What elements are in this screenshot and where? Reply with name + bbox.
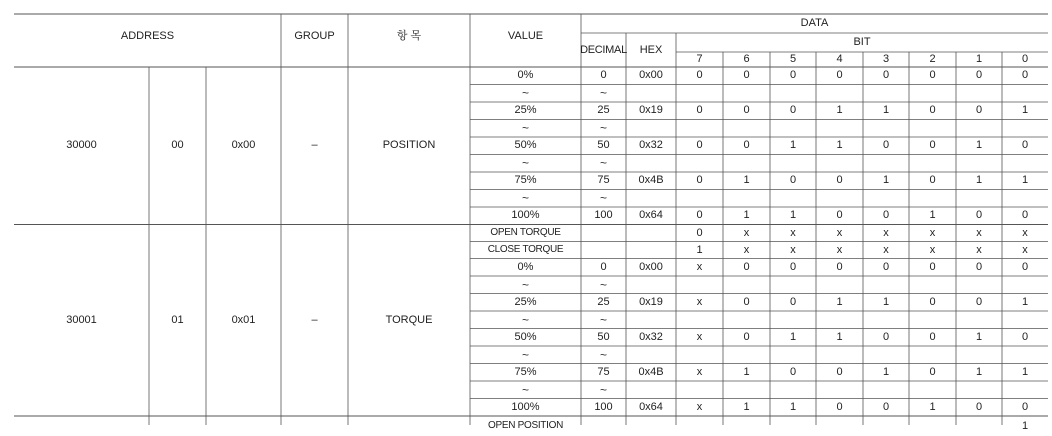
hex-address-cell: 0x00 — [231, 139, 256, 152]
decimal-cell: 0 — [600, 260, 607, 273]
header-bit-5: 5 — [789, 53, 797, 65]
hex-cell: 0x4B — [638, 365, 664, 378]
bit-cell — [1002, 346, 1048, 364]
value-cell: ~ — [521, 382, 529, 397]
address-cell: 30000 — [66, 139, 97, 152]
bit-cell — [863, 416, 909, 436]
value-cell: ~ — [521, 191, 529, 206]
bit-cell — [676, 381, 723, 399]
bit-cell: x — [696, 400, 703, 413]
bit-cell — [863, 311, 909, 329]
value-cell: 0% — [517, 69, 534, 82]
bit-cell: x — [696, 365, 703, 378]
bit-cell — [909, 346, 956, 364]
bit-cell — [863, 381, 909, 399]
bit-cell: 1 — [743, 365, 750, 378]
bit-cell: 0 — [975, 260, 983, 273]
bit-cell — [863, 190, 909, 208]
decimal-cell: 25 — [597, 295, 610, 308]
bit-cell — [816, 85, 863, 103]
bit-cell: 0 — [975, 104, 983, 117]
bit-cell: 0 — [882, 209, 890, 222]
bit-cell — [723, 155, 770, 173]
bit-cell: 1 — [789, 330, 797, 343]
bit-cell: 0 — [929, 174, 936, 187]
bit-cell: 1 — [1021, 365, 1029, 378]
bit-cell — [770, 85, 816, 103]
bit-cell — [770, 120, 816, 138]
value-cell: 100% — [511, 209, 540, 222]
bit-cell: x — [836, 243, 843, 256]
bit-cell — [816, 416, 863, 436]
decimal-cell: 50 — [597, 139, 610, 152]
value-cell: ~ — [521, 86, 529, 101]
bit-cell — [676, 346, 723, 364]
bit-cell: 0 — [836, 69, 843, 82]
value-cell: 25% — [514, 104, 537, 117]
header-hex: HEX — [639, 43, 663, 56]
bit-cell — [816, 190, 863, 208]
bit-cell: 0 — [1021, 330, 1029, 343]
bit-cell — [770, 346, 816, 364]
header-bit-6: 6 — [743, 53, 750, 65]
bit-cell: x — [1022, 243, 1028, 256]
bit-cell — [1002, 120, 1048, 138]
bit-cell — [723, 120, 770, 138]
bit-cell: 0 — [1021, 260, 1029, 273]
decimal-cell: 50 — [597, 330, 610, 343]
bit-cell: 0 — [882, 330, 890, 343]
bit-cell — [770, 416, 816, 436]
bit-cell: x — [696, 330, 703, 343]
bit-cell: 1 — [975, 174, 983, 187]
decimal-cell: 75 — [597, 174, 610, 187]
bit-cell — [956, 85, 1002, 103]
bit-cell — [816, 381, 863, 399]
hex-cell — [626, 311, 676, 329]
hex-cell — [626, 242, 676, 259]
bit-cell: 0 — [836, 365, 843, 378]
item-cell: TORQUE — [385, 313, 433, 326]
bit-cell: 0 — [975, 209, 983, 222]
bit-cell: 0 — [789, 174, 797, 187]
decimal-cell: ~ — [599, 156, 607, 171]
bit-cell: 1 — [743, 174, 750, 187]
hex-cell — [626, 346, 676, 364]
hex-cell — [626, 225, 676, 242]
bit-cell: 1 — [696, 243, 703, 256]
header-bit: BIT — [853, 36, 871, 48]
bit-cell — [723, 346, 770, 364]
value-cell: 25% — [514, 295, 537, 308]
bit-cell: 0 — [836, 209, 843, 222]
value-cell: ~ — [521, 156, 529, 171]
hex-cell — [626, 276, 676, 294]
bit-cell — [676, 85, 723, 103]
bit-cell: 1 — [882, 295, 890, 308]
hex-cell: 0x19 — [639, 104, 663, 117]
hex-cell: 0x64 — [639, 209, 663, 222]
bit-cell — [723, 416, 770, 436]
bit-cell: x — [929, 226, 936, 239]
bit-cell — [770, 311, 816, 329]
bit-cell — [956, 155, 1002, 173]
bit-cell: 0 — [929, 330, 936, 343]
value-cell: 100% — [511, 400, 540, 413]
bit-cell: 0 — [743, 139, 750, 152]
hex-cell — [626, 190, 676, 208]
bit-cell: 1 — [975, 330, 983, 343]
bit-cell — [909, 190, 956, 208]
bit-cell: 0 — [1021, 139, 1029, 152]
bit-cell — [956, 311, 1002, 329]
decimal-cell: ~ — [599, 382, 607, 397]
bit-cell: 0 — [1021, 209, 1029, 222]
bit-cell: 0 — [836, 260, 843, 273]
bit-cell — [863, 120, 909, 138]
bit-cell — [676, 416, 723, 436]
bit-cell — [956, 346, 1002, 364]
bit-cell: x — [743, 226, 750, 239]
decimal-cell: 0 — [600, 69, 607, 82]
bit-cell — [676, 155, 723, 173]
hex-cell — [626, 381, 676, 399]
bit-cell — [770, 155, 816, 173]
bit-cell: 0 — [789, 104, 797, 117]
hex-cell: 0x19 — [639, 295, 663, 308]
value-cell: 50% — [514, 139, 537, 152]
bit-cell — [723, 85, 770, 103]
hex-cell: 0x32 — [639, 139, 663, 152]
header-decimal: DECIMAL — [580, 43, 627, 56]
decimal-cell: ~ — [599, 121, 607, 136]
bit-cell — [863, 276, 909, 294]
bit-cell: 0 — [789, 365, 797, 378]
bit-cell: 0 — [929, 295, 936, 308]
bit-cell: 1 — [836, 330, 843, 343]
bit-cell — [676, 190, 723, 208]
bit-cell: 0 — [836, 400, 843, 413]
header-bit-2: 2 — [929, 53, 936, 65]
bit-cell: 0 — [696, 209, 703, 222]
bit-cell — [676, 120, 723, 138]
hex-cell: 0x32 — [639, 330, 663, 343]
bit-cell: 0 — [696, 139, 703, 152]
bit-cell: 0 — [929, 104, 936, 117]
hex-cell: 0x4B — [638, 174, 664, 187]
header-data: DATA — [800, 17, 829, 29]
decimal-cell: ~ — [599, 277, 607, 292]
value-cell: 75% — [514, 174, 537, 187]
bit-cell: 0 — [882, 69, 890, 82]
bit-cell — [863, 85, 909, 103]
bit-cell: 1 — [836, 295, 843, 308]
bit-cell: 0 — [929, 260, 936, 273]
bit-cell — [909, 155, 956, 173]
bit-cell: 0 — [696, 104, 703, 117]
bit-cell: x — [976, 226, 982, 239]
bit-cell: x — [743, 243, 750, 256]
hex-cell — [626, 85, 676, 103]
bit-cell — [770, 276, 816, 294]
bit-cell — [909, 311, 956, 329]
bit-cell: 0 — [789, 69, 797, 82]
bit-cell — [863, 155, 909, 173]
bit-cell: 0 — [929, 139, 936, 152]
decimal-cell: ~ — [599, 312, 607, 327]
bit-cell — [956, 416, 1002, 436]
address-cell: 30001 — [66, 313, 97, 326]
bit-cell: 0 — [882, 139, 890, 152]
bit-cell — [1002, 276, 1048, 294]
bit-cell: x — [883, 226, 889, 239]
decimal-cell: 25 — [597, 104, 610, 117]
decimal-cell: 100 — [594, 209, 613, 222]
bit-cell — [1002, 311, 1048, 329]
bit-cell — [909, 276, 956, 294]
bit-cell — [1002, 85, 1048, 103]
header-group: GROUP — [294, 30, 335, 42]
bit-cell: 0 — [975, 69, 983, 82]
hex-cell: 0x00 — [639, 260, 663, 273]
value-cell: ~ — [521, 312, 529, 327]
bit-cell: 1 — [743, 209, 750, 222]
header-bit-7: 7 — [696, 53, 703, 65]
bit-cell: 0 — [789, 295, 797, 308]
bit-cell: 1 — [975, 139, 983, 152]
header-item: 항 목 — [396, 30, 422, 42]
header-bit-3: 3 — [882, 53, 890, 65]
hex-address-cell: 0x01 — [231, 313, 256, 326]
bit-cell: 0 — [975, 295, 983, 308]
bit-cell — [723, 311, 770, 329]
bit-cell — [816, 346, 863, 364]
value-cell: OPEN POSITION — [487, 420, 563, 431]
decimal-cell: 100 — [594, 400, 613, 413]
bit-cell — [956, 276, 1002, 294]
bit-cell: 0 — [882, 260, 890, 273]
bit-cell: 0 — [929, 69, 936, 82]
bit-cell: x — [696, 295, 703, 308]
value-cell: 50% — [514, 330, 537, 343]
bit-cell: 0 — [836, 174, 843, 187]
group-cell: – — [311, 313, 318, 326]
sub-address-cell: 01 — [171, 313, 184, 326]
bit-cell — [676, 311, 723, 329]
decimal-cell: ~ — [599, 347, 607, 362]
bit-cell: x — [1022, 226, 1028, 239]
bit-cell — [909, 416, 956, 436]
value-cell: OPEN TORQUE — [490, 227, 561, 238]
item-cell: POSITION — [382, 139, 436, 152]
bit-cell: 1 — [1021, 419, 1029, 432]
value-cell: ~ — [521, 121, 529, 136]
hex-cell — [626, 155, 676, 173]
bit-cell: 0 — [1021, 400, 1029, 413]
decimal-cell: ~ — [599, 191, 607, 206]
bit-cell: 1 — [882, 174, 890, 187]
bit-cell: 0 — [882, 400, 890, 413]
bit-cell — [863, 346, 909, 364]
bit-cell: 1 — [789, 139, 797, 152]
header-value: VALUE — [507, 30, 544, 42]
bit-cell: 0 — [743, 330, 750, 343]
bit-cell — [1002, 381, 1048, 399]
header-address: ADDRESS — [120, 30, 175, 42]
bit-cell: 1 — [836, 139, 843, 152]
bit-cell — [723, 381, 770, 399]
bit-cell: 1 — [929, 209, 936, 222]
bit-cell — [956, 381, 1002, 399]
bit-cell: 1 — [882, 365, 890, 378]
group-cell: – — [311, 139, 318, 152]
bit-cell — [956, 190, 1002, 208]
bit-cell: x — [976, 243, 982, 256]
bit-cell — [816, 120, 863, 138]
value-cell: CLOSE TORQUE — [487, 244, 564, 255]
bit-cell: 0 — [696, 69, 703, 82]
bit-cell: 0 — [696, 174, 703, 187]
bit-cell — [816, 311, 863, 329]
header-bit-4: 4 — [836, 53, 843, 65]
bit-cell — [909, 85, 956, 103]
bit-cell — [909, 381, 956, 399]
bit-cell — [1002, 190, 1048, 208]
bit-cell: 1 — [836, 104, 843, 117]
decimal-cell: ~ — [599, 86, 607, 101]
hex-cell: 0x64 — [639, 400, 663, 413]
bit-cell: x — [696, 260, 703, 273]
bit-cell: 1 — [789, 209, 797, 222]
bit-cell: 0 — [929, 365, 936, 378]
value-cell: ~ — [521, 347, 529, 362]
bit-cell: 0 — [975, 400, 983, 413]
bit-cell — [770, 381, 816, 399]
bit-cell — [909, 120, 956, 138]
hex-cell: 0x00 — [639, 69, 663, 82]
bit-cell — [816, 155, 863, 173]
header-bit-1: 1 — [975, 53, 983, 65]
bit-cell: 0 — [696, 226, 703, 239]
bit-cell: x — [790, 243, 796, 256]
bit-cell: 0 — [743, 260, 750, 273]
bit-cell: 1 — [1021, 295, 1029, 308]
decimal-cell: 75 — [597, 365, 610, 378]
header-bit-0: 0 — [1021, 53, 1029, 65]
bit-cell — [676, 276, 723, 294]
bit-cell: 1 — [975, 365, 983, 378]
bit-cell: 1 — [882, 104, 890, 117]
value-cell: 75% — [514, 365, 537, 378]
decimal-cell — [581, 416, 626, 436]
bit-cell: x — [790, 226, 796, 239]
value-cell: ~ — [521, 277, 529, 292]
bit-cell: 1 — [1021, 104, 1029, 117]
bit-cell: 1 — [1021, 174, 1029, 187]
bit-cell — [723, 276, 770, 294]
hex-cell — [626, 120, 676, 138]
bit-cell: 1 — [743, 400, 750, 413]
bit-cell: 1 — [789, 400, 797, 413]
bit-cell — [723, 190, 770, 208]
bit-cell: x — [836, 226, 843, 239]
sub-address-cell: 00 — [171, 139, 184, 152]
hex-cell — [626, 416, 676, 436]
bit-cell — [1002, 155, 1048, 173]
bit-cell: 0 — [743, 69, 750, 82]
bit-cell: 0 — [789, 260, 797, 273]
decimal-cell — [581, 225, 626, 242]
bit-cell: 0 — [743, 295, 750, 308]
bit-cell: 0 — [1021, 69, 1029, 82]
bit-cell — [770, 190, 816, 208]
bit-cell: x — [929, 243, 936, 256]
bit-cell: 0 — [743, 104, 750, 117]
decimal-cell — [581, 242, 626, 259]
bit-cell: x — [883, 243, 889, 256]
value-cell: 0% — [517, 260, 534, 273]
bit-cell — [816, 276, 863, 294]
bit-cell: 1 — [929, 400, 936, 413]
bit-cell — [956, 120, 1002, 138]
